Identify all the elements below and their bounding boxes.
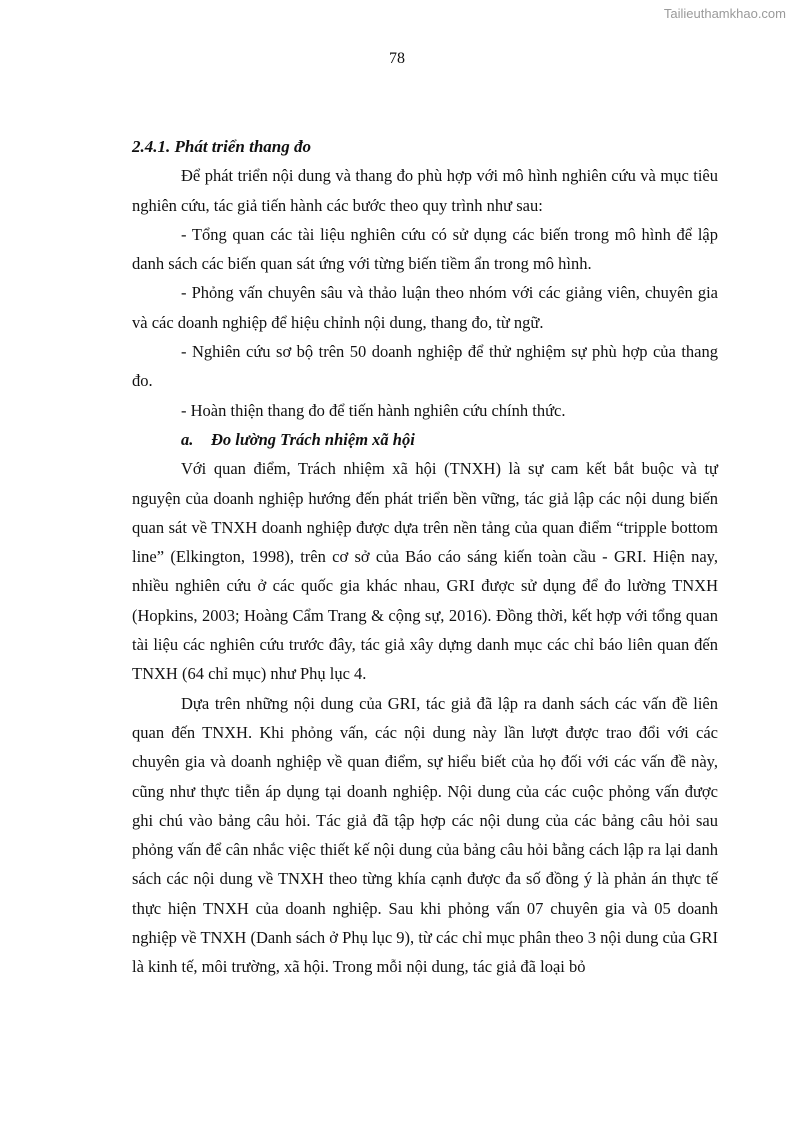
section-heading: 2.4.1. Phát triển thang đo — [132, 137, 312, 156]
step-item: - Phỏng vấn chuyên sâu và thảo luận theo nhóm với các giảng viên, chuyên gia và các doanh nghiệp để hiệu chỉnh nội dung, thang đo, từ ngữ. — [132, 283, 718, 332]
subsection-title: Đo lường Trách nhiệm xã hội — [211, 429, 415, 449]
watermark: Tailieuthamkhao.com — [663, 6, 786, 21]
step-item: - Tổng quan các tài liệu nghiên cứu có sử dụng các biến trong mô hình để lập danh sách các biến quan sát ứng với từng biến tiềm ẩn trong mô hình. — [132, 224, 718, 274]
intro-paragraph: Để phát triển nội dung và thang đo phù hợp với mô hình nghiên cứu và mục tiêu nghiên cứu, tác giả tiến hành các bước theo quy trình như sau: — [132, 166, 718, 215]
page-number: 78 — [389, 50, 405, 67]
body-paragraph: Với quan điểm, Trách nhiệm xã hội (TNXH) là sự cam kết bắt buộc và tự nguyện của doanh nghiệp hướng đến phát triển bền vững, tác giả lập các nội dung biến quan sát về TNXH doanh nghiệp được dựa trên nền tảng của quan điểm “tripple bottom line” (Elkington, 1998), trên cơ sở của Báo cáo sáng kiến toàn cầu - GRI. Hiện nay, nhiều nghiên cứu ở các quốc gia khác nhau, GRI được sử dụng để đo lường TNXH (Hopkins, 2003; Hoàng Cẩm Trang & cộng sự, 2016). Đồng thời, kết hợp với tổng quan tài liệu các nghiên cứu trước đây, tác giả xây dựng danh mục các chỉ báo liên quan đến TNXH (64 chỉ mục) như Phụ lục 4. — [132, 459, 718, 684]
body-paragraph: Dựa trên những nội dung của GRI, tác giả đã lập ra danh sách các vấn đề liên quan đến TNXH. Khi phỏng vấn, các nội dung này lần lượt được trao đổi với các chuyên gia và doanh nghiệp về quan điểm, sự hiểu biết của họ đối với các vấn đề này, cũng như thực tiễn áp dụng tại doanh nghiệp. Nội dung của các cuộc phỏng vấn được ghi chú vào bảng câu hỏi. Tác giả đã tập hợp các nội dung của các bảng câu hỏi sau phỏng vấn để cân nhắc việc thiết kế nội dung của bảng câu hỏi bằng cách lập ra lại danh sách các nội dung về TNXH theo từng khía cạnh được đa số đồng ý là phản án thực tế thực hiện TNXH của doanh nghiệp. Sau khi phỏng vấn 07 chuyên gia và 05 doanh nghiệp về TNXH (Danh sách ở Phụ lục 9), từ các chỉ mục phân theo 3 nội dung của GRI là kinh tế, môi trường, xã hội. Trong mỗi nội dung, tác giả đã loại bỏ — [132, 693, 718, 977]
subsection-heading — [132, 425, 718, 454]
subsection-number: a. — [181, 429, 194, 449]
document-body — [132, 132, 718, 982]
step-item: - Nghiên cứu sơ bộ trên 50 doanh nghiệp để thử nghiệm sự phù hợp của thang đo. — [132, 342, 718, 391]
step-item: - Hoàn thiện thang đo để tiến hành nghiên cứu chính thức. — [181, 400, 566, 420]
